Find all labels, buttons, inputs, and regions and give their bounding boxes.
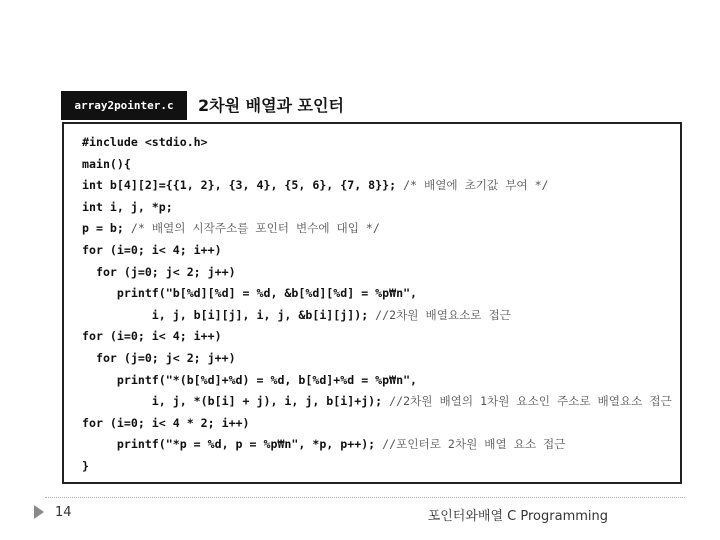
code-text: p = b; bbox=[82, 221, 131, 236]
code-comment: //포인터로 2차원 배열 요소 접근 bbox=[382, 437, 566, 452]
code-text: for (j=0; j< 2; j++) bbox=[82, 264, 236, 279]
code-line bbox=[82, 326, 672, 348]
code-text: i, j, b[i][j], i, j, &b[i][j]); bbox=[82, 307, 376, 322]
code-line bbox=[82, 262, 672, 284]
code-comment: //2차원 배열의 1차원 요소인 주소로 배열요소 접근 bbox=[389, 394, 672, 409]
code-line bbox=[82, 175, 672, 197]
code-text: for (i=0; i< 4; i++) bbox=[82, 329, 222, 344]
footer-text: 포인터와배열 C Programming bbox=[427, 509, 608, 524]
code-line bbox=[82, 348, 672, 370]
footer-divider bbox=[45, 497, 685, 498]
code-text: #include <stdio.h> bbox=[82, 135, 208, 149]
code-text: for (j=0; j< 2; j++) bbox=[82, 350, 236, 365]
code-text: int b[4][2]={{1, 2}, {3, 4}, {5, 6}, {7, 8}}; bbox=[82, 178, 404, 193]
code-line bbox=[82, 305, 672, 327]
code-line bbox=[82, 132, 672, 154]
code-line bbox=[82, 370, 672, 392]
code-text: for (i=0; i< 4 * 2; i++) bbox=[82, 415, 250, 430]
code-text: main(){ bbox=[82, 156, 131, 171]
code-line bbox=[82, 456, 672, 478]
slide-title: 2차원 배열과 포인터 bbox=[198, 96, 344, 115]
code-comment: //2차원 배열요소로 접근 bbox=[375, 307, 511, 322]
code-line bbox=[82, 283, 672, 305]
file-tab: array2pointer.c bbox=[61, 91, 187, 120]
page-number: 14 bbox=[55, 505, 72, 520]
code-line bbox=[82, 218, 672, 240]
code-text: i, j, *(b[i] + j), i, j, b[i]+j); bbox=[82, 394, 390, 409]
code-line bbox=[82, 391, 672, 413]
code-line bbox=[82, 154, 672, 176]
code-line bbox=[82, 240, 672, 262]
code-text: int i, j, *p; bbox=[82, 199, 173, 214]
code-comment: /* 배열에 초기값 부여 */ bbox=[403, 178, 549, 193]
code-block bbox=[82, 132, 672, 478]
code-text: for (i=0; i< 4; i++) bbox=[82, 242, 222, 257]
code-line bbox=[82, 197, 672, 219]
bullet-arrow-icon bbox=[34, 505, 44, 519]
code-text: printf("b[%d][%d] = %d, &b[%d][%d] = %p₩n", bbox=[82, 286, 418, 301]
code-text: } bbox=[82, 458, 89, 473]
code-line bbox=[82, 434, 672, 456]
code-box bbox=[62, 122, 682, 484]
code-line bbox=[82, 413, 672, 435]
code-text: printf("*(b[%d]+%d) = %d, b[%d]+%d = %p₩n", bbox=[82, 372, 418, 387]
code-text: printf("*p = %d, p = %p₩n", *p, p++); bbox=[82, 437, 383, 452]
code-comment: /* 배열의 시작주소를 포인터 변수에 대입 */ bbox=[130, 221, 380, 236]
